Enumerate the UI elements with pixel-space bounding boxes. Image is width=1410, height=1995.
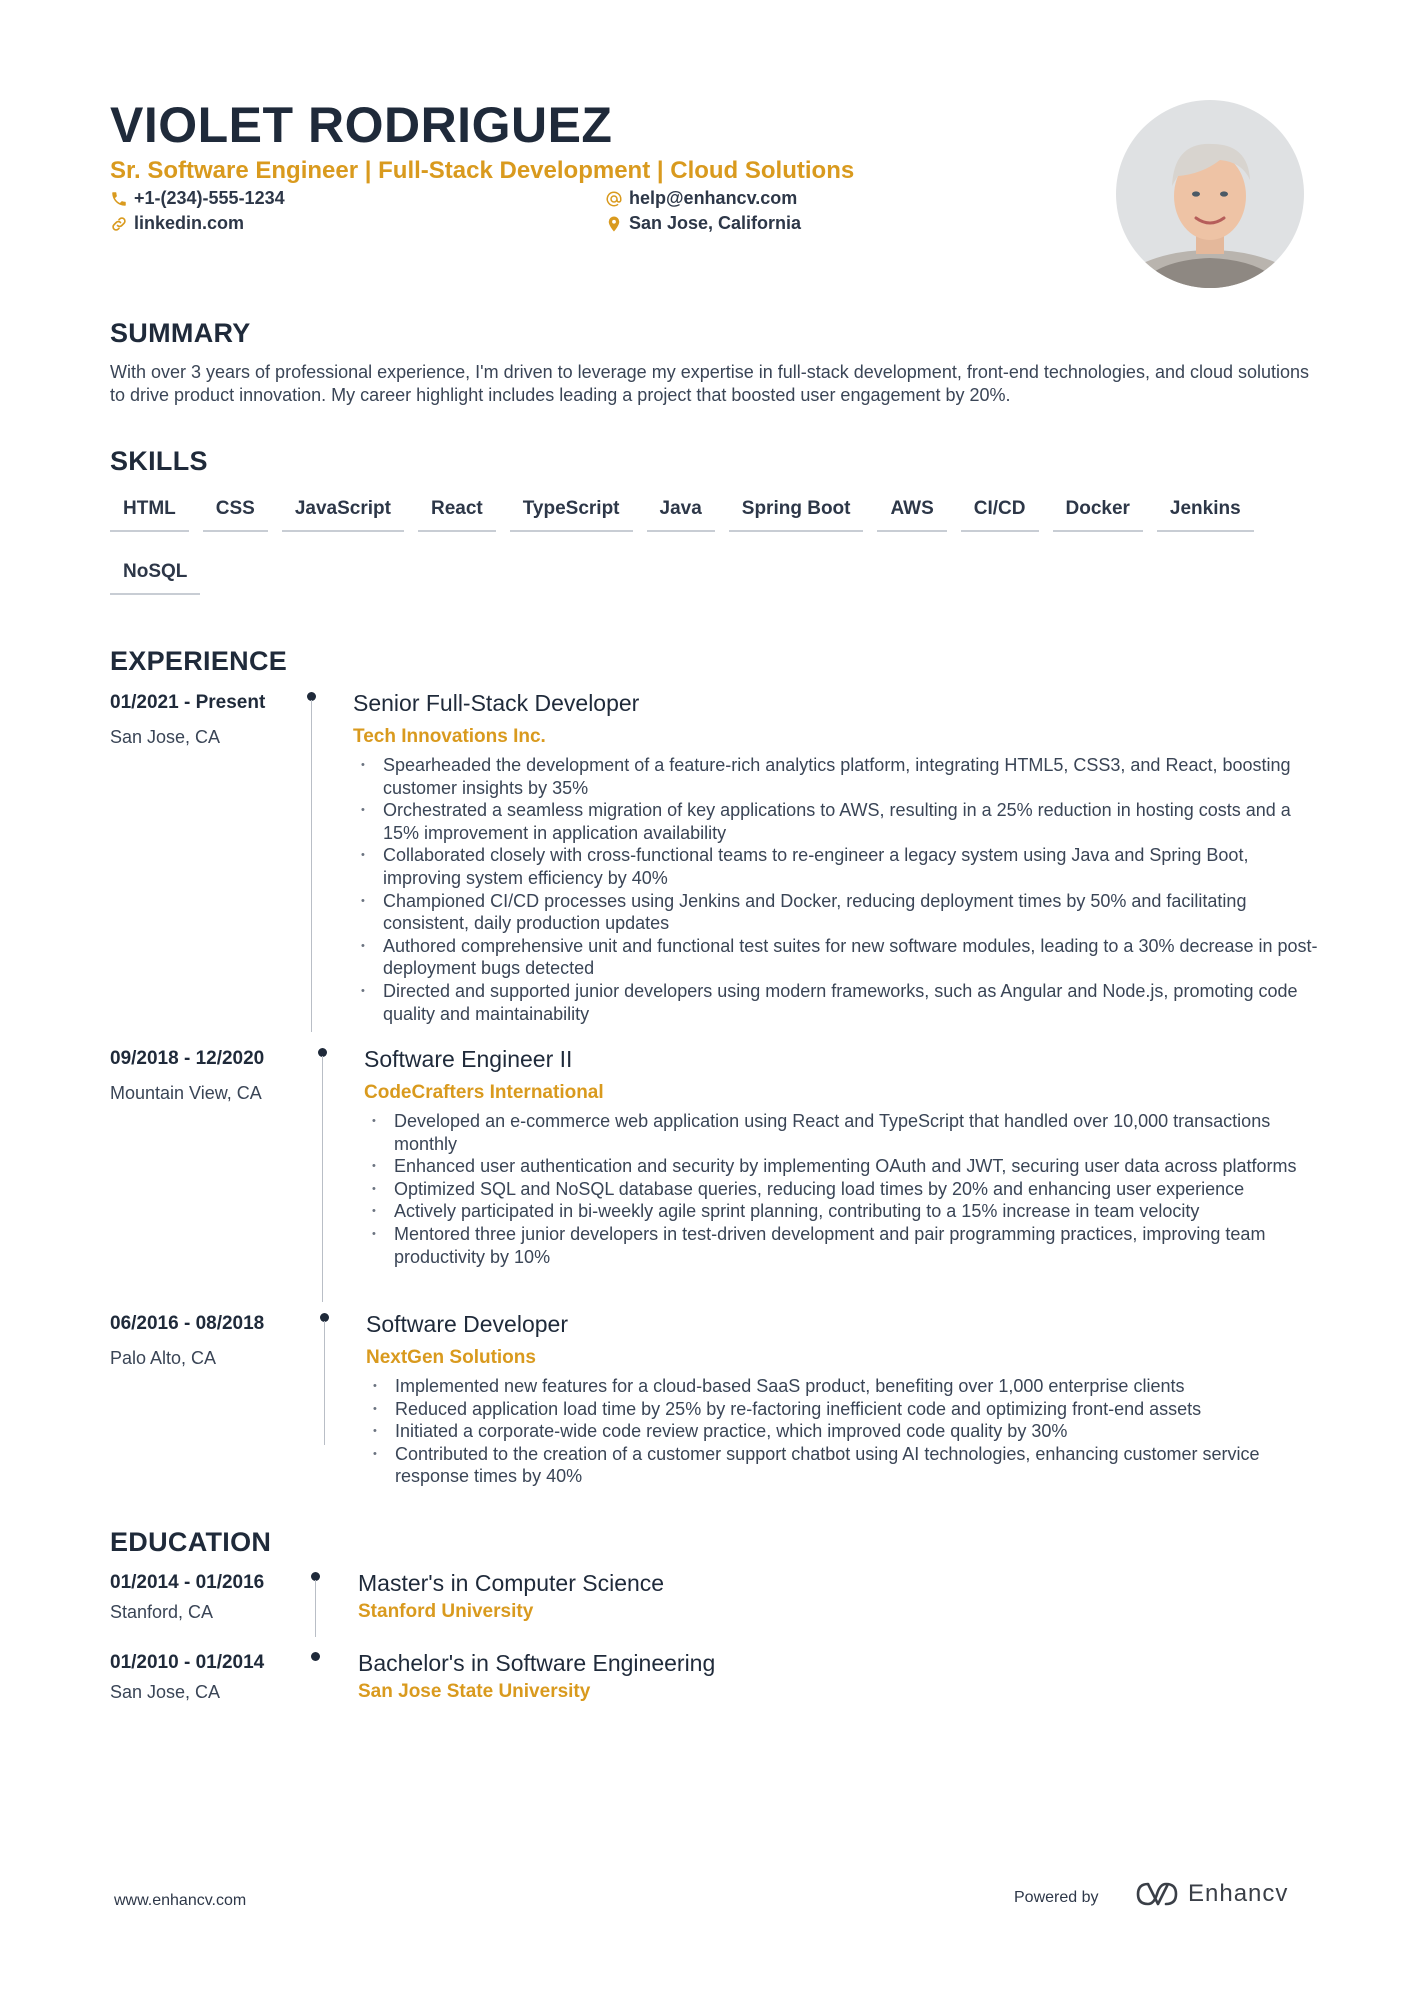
candidate-headline: Sr. Software Engineer | Full-Stack Development | Cloud Solutions bbox=[110, 157, 855, 184]
profile-photo bbox=[1116, 100, 1304, 288]
degree-title: Master's in Computer Science bbox=[358, 1570, 665, 1596]
job-company: CodeCrafters International bbox=[364, 1082, 604, 1103]
timeline-line bbox=[324, 1321, 325, 1445]
summary-heading: SUMMARY bbox=[110, 318, 251, 348]
school-name: San Jose State University bbox=[358, 1681, 591, 1702]
skills-list bbox=[110, 492, 1310, 595]
list-item: • Enhanced user authentication and security by implementing OAuth and JWT, securing user data across platforms bbox=[370, 1155, 1330, 1178]
job-date: 01/2021 - Present bbox=[110, 692, 266, 713]
link-icon bbox=[110, 215, 128, 233]
location-text: San Jose, California bbox=[629, 213, 802, 233]
skill-tag: Docker bbox=[1053, 492, 1143, 532]
skill-tag: Jenkins bbox=[1157, 492, 1254, 532]
education-date: 01/2014 - 01/2016 bbox=[110, 1572, 265, 1593]
timeline-dot bbox=[311, 1652, 320, 1661]
list-item: • Optimized SQL and NoSQL database queries, reducing load times by 20% and enhancing user experience bbox=[370, 1178, 1330, 1201]
timeline-line bbox=[311, 700, 312, 1032]
contact-location bbox=[605, 213, 801, 234]
job-location: Palo Alto, CA bbox=[110, 1348, 217, 1368]
location-pin-icon bbox=[605, 215, 623, 233]
list-item: • Championed CI/CD processes using Jenkins and Docker, reducing deployment times by 50% and facilitating consistent, daily production updates bbox=[359, 890, 1319, 935]
skill-tag: CI/CD bbox=[961, 492, 1039, 532]
footer-powered-by: Powered by bbox=[1014, 1889, 1099, 1906]
footer-brand-name: Enhancv bbox=[1188, 1880, 1289, 1907]
skill-tag: Java bbox=[647, 492, 715, 532]
email-text[interactable]: help@enhancv.com bbox=[629, 188, 798, 208]
skill-tag: Spring Boot bbox=[729, 492, 864, 532]
at-icon bbox=[605, 190, 623, 208]
education-location: San Jose, CA bbox=[110, 1682, 221, 1702]
skill-tag: AWS bbox=[877, 492, 946, 532]
summary-text: With over 3 years of professional experience, I'm driven to leverage my expertise in full-stack development, front-end technologies, and cloud solutions to drive product innovation. My career highlight includes leading a project that boosted user engagement by 20%. bbox=[110, 362, 1310, 405]
list-item: • Developed an e-commerce web application using React and TypeScript that handled over 10,000 transactions monthly bbox=[370, 1110, 1330, 1155]
skill-tag: TypeScript bbox=[510, 492, 633, 532]
timeline-line bbox=[322, 1056, 323, 1302]
skills-heading: SKILLS bbox=[110, 446, 208, 476]
job-bullets bbox=[371, 1375, 1331, 1488]
candidate-name: VIOLET RODRIGUEZ bbox=[110, 97, 613, 153]
list-item: • Implemented new features for a cloud-based SaaS product, benefiting over 1,000 enterprise clients bbox=[371, 1375, 1331, 1398]
experience-heading: EXPERIENCE bbox=[110, 646, 288, 676]
timeline-line bbox=[315, 1580, 316, 1637]
education-heading: EDUCATION bbox=[110, 1527, 272, 1557]
footer-website[interactable]: www.enhancv.com bbox=[114, 1892, 247, 1909]
list-item: • Collaborated closely with cross-functional teams to re-engineer a legacy system using Java and Spring Boot, improving system efficiency by 40% bbox=[359, 844, 1319, 889]
list-item: • Mentored three junior developers in test-driven development and pair programming practices, improving team productivity by 10% bbox=[370, 1223, 1330, 1268]
skill-tag: React bbox=[418, 492, 496, 532]
phone-text[interactable]: +1-(234)-555-1234 bbox=[134, 188, 285, 208]
list-item: • Contributed to the creation of a customer support chatbot using AI technologies, enhancing customer service response times by 40% bbox=[371, 1443, 1331, 1488]
job-location: San Jose, CA bbox=[110, 727, 221, 747]
list-item: • Reduced application load time by 25% by re-factoring inefficient code and optimizing front-end assets bbox=[371, 1398, 1331, 1421]
list-item: • Spearheaded the development of a feature-rich analytics platform, integrating HTML5, CSS3, and React, boosting customer insights by 35% bbox=[359, 754, 1319, 799]
list-item: • Initiated a corporate-wide code review practice, which improved code quality by 30% bbox=[371, 1420, 1331, 1443]
list-item: • Actively participated in bi-weekly agile sprint planning, contributing to a 15% increase in team velocity bbox=[370, 1200, 1330, 1223]
list-item: • Directed and supported junior developers using modern frameworks, such as Angular and Node.js, promoting code quality and maintainability bbox=[359, 980, 1319, 1025]
list-item: • Orchestrated a seamless migration of key applications to AWS, resulting in a 25% reduction in hosting costs and a 15% improvement in application availability bbox=[359, 799, 1319, 844]
job-company: NextGen Solutions bbox=[366, 1347, 536, 1368]
job-title: Software Developer bbox=[366, 1311, 568, 1337]
job-date: 09/2018 - 12/2020 bbox=[110, 1048, 265, 1069]
linkedin-text[interactable]: linkedin.com bbox=[134, 213, 245, 233]
job-title: Software Engineer II bbox=[364, 1046, 573, 1072]
degree-title: Bachelor's in Software Engineering bbox=[358, 1650, 716, 1676]
skill-tag: JavaScript bbox=[282, 492, 404, 532]
footer-brand-logo[interactable] bbox=[1134, 1880, 1288, 1908]
education-date: 01/2010 - 01/2014 bbox=[110, 1652, 265, 1673]
job-bullets bbox=[359, 754, 1319, 1025]
skill-tag: HTML bbox=[110, 492, 189, 532]
skill-tag: NoSQL bbox=[110, 555, 200, 595]
job-date: 06/2016 - 08/2018 bbox=[110, 1313, 265, 1334]
skill-tag: CSS bbox=[203, 492, 268, 532]
job-location: Mountain View, CA bbox=[110, 1083, 262, 1103]
phone-icon bbox=[110, 190, 128, 208]
avatar bbox=[1116, 100, 1304, 288]
education-location: Stanford, CA bbox=[110, 1602, 214, 1622]
contact-email bbox=[605, 188, 797, 209]
contact-phone bbox=[110, 188, 285, 209]
list-item: • Authored comprehensive unit and functional test suites for new software modules, leading to a 30% decrease in post-deployment bugs detected bbox=[359, 935, 1319, 980]
job-company: Tech Innovations Inc. bbox=[353, 726, 546, 747]
school-name: Stanford University bbox=[358, 1601, 534, 1622]
enhancv-logo-icon bbox=[1134, 1880, 1180, 1908]
job-title: Senior Full-Stack Developer bbox=[353, 690, 640, 716]
job-bullets bbox=[370, 1110, 1330, 1268]
contact-linkedin bbox=[110, 213, 244, 234]
